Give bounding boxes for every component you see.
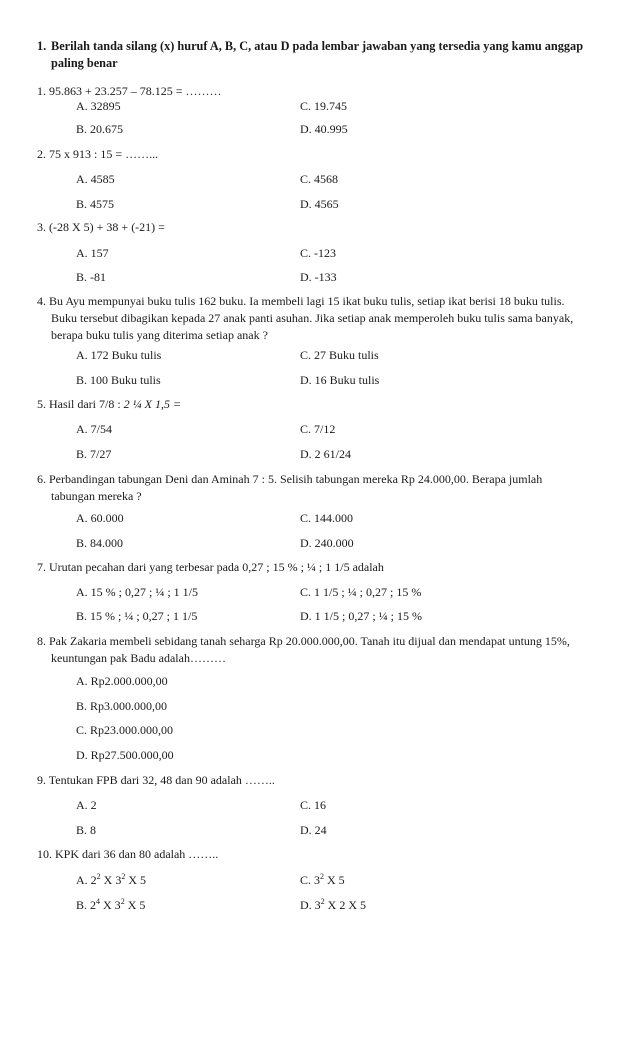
q6-option-c[interactable]: C. 144.000 [300,511,354,525]
q10-b-exp2: 2 [120,897,125,906]
q9-option-c[interactable]: C. 16 [300,798,327,812]
q3-option-b[interactable]: B. -81 [76,270,106,284]
question-10: 10. KPK dari 36 dan 80 adalah …….. [37,847,219,861]
q10-option-d[interactable] [300,897,366,913]
instruction-number: 1. [37,39,47,53]
q9-option-d[interactable]: D. 24 [300,823,327,837]
question-8-line-1: 8. Pak Zakaria membeli sebidang tanah seharga Rp 20.000.000,00. Tanah itu dijual dan mendapat untung 15%, [37,634,570,648]
q10-option-b[interactable] [76,897,145,913]
q6-option-b[interactable]: B. 84.000 [76,536,124,550]
question-9: 9. Tentukan FPB dari 32, 48 dan 90 adalah …….. [37,773,275,787]
question-4-line-3: berapa buku tulis yang diterima setiap anak ? [51,328,268,342]
question-6-line-2: tabungan mereka ? [51,489,142,503]
q5-option-a[interactable]: A. 7/54 [76,422,112,436]
q8-option-d[interactable]: D. Rp27.500.000,00 [76,748,174,762]
instruction-line-2: paling benar [51,56,118,70]
q1-option-c[interactable]: C. 19.745 [300,99,348,113]
q10-b-part1: B. 2 [76,898,97,912]
question-8 [37,633,611,667]
q3-option-a[interactable]: A. 157 [76,246,109,260]
q10-option-c[interactable] [300,872,345,888]
q5-option-c[interactable]: C. 7/12 [300,422,336,436]
q7-option-d[interactable]: D. 1 1/5 ; 0,27 ; ¼ ; 15 % [300,609,422,623]
question-5-text: 5. Hasil dari 7/8 : [37,397,124,411]
question-7: 7. Urutan pecahan dari yang terbesar pada 0,27 ; 15 % ; ¼ ; 1 1/5 adalah [37,560,384,574]
q1-option-b[interactable]: B. 20.675 [76,122,124,136]
question-4-line-1: 4. Bu Ayu mempunyai buku tulis 162 buku. Ia membeli lagi 15 ikat buku tulis, setiap ikat berisi 18 buku tulis. [37,294,565,308]
q6-option-d[interactable]: D. 240.000 [300,536,354,550]
q7-option-a[interactable]: A. 15 % ; 0,27 ; ¼ ; 1 1/5 [76,585,198,599]
question-4-line-2: Buku tersebut dibagikan kepada 27 anak panti asuhan. Jika setiap anak memperoleh buku tulis sama banyak, [51,311,574,325]
q5-option-d[interactable]: D. 2 61/24 [300,447,351,461]
question-5-math: 2 ¼ X 1,5 = [123,397,182,411]
q10-a-exp1: 2 [96,872,101,881]
q8-option-a[interactable]: A. Rp2.000.000,00 [76,674,168,688]
q2-option-b[interactable]: B. 4575 [76,197,115,211]
q10-b-part3: X 5 [124,898,146,912]
q7-option-b[interactable]: B. 15 % ; ¼ ; 0,27 ; 1 1/5 [76,609,198,623]
q4-option-b[interactable]: B. 100 Buku tulis [76,373,161,387]
question-2: 2. 75 x 913 : 15 = ……... [37,147,159,161]
q9-option-a[interactable]: A. 2 [76,798,97,812]
q3-option-c[interactable]: C. -123 [300,246,336,260]
q4-option-d[interactable]: D. 16 Buku tulis [300,373,380,387]
q4-option-a[interactable]: A. 172 Buku tulis [76,348,162,362]
question-5 [37,396,611,413]
q2-option-c[interactable]: C. 4568 [300,172,339,186]
q2-option-d[interactable]: D. 4565 [300,197,339,211]
q10-a-part2: X 3 [100,873,122,887]
q10-b-part2: X 3 [100,898,121,912]
question-6-line-1: 6. Perbandingan tabungan Deni dan Aminah 7 : 5. Selisih tabungan mereka Rp 24.000,00. Berapa jumlah [37,472,543,486]
q10-a-part3: X 5 [125,873,147,887]
question-1: 1. 95.863 + 23.257 – 78.125 = ……… [37,84,222,98]
q10-c-part1: C. 3 [300,873,321,887]
q2-option-a[interactable]: A. 4585 [76,172,115,186]
q10-d-part2: X 2 X 5 [324,898,367,912]
q10-c-exp1: 2 [320,872,325,881]
q10-b-exp1: 4 [96,897,101,906]
q10-option-a[interactable] [76,872,146,888]
q5-option-b[interactable]: B. 7/27 [76,447,112,461]
q8-option-c[interactable]: C. Rp23.000.000,00 [76,723,174,737]
q10-d-exp1: 2 [320,897,325,906]
q10-d-part1: D. 3 [300,898,321,912]
question-3: 3. (-28 X 5) + 38 + (-21) = [37,220,165,234]
q4-option-c[interactable]: C. 27 Buku tulis [300,348,379,362]
question-4 [37,293,611,344]
question-8-line-2: keuntungan pak Badu adalah……… [51,651,226,665]
q10-c-part2: X 5 [324,873,345,887]
instructions [37,38,609,72]
q10-a-exp2: 2 [121,872,126,881]
q7-option-c[interactable]: C. 1 1/5 ; ¼ ; 0,27 ; 15 % [300,585,422,599]
instruction-line-1: Berilah tanda silang (x) huruf A, B, C, atau D pada lembar jawaban yang tersedia yang kamu anggap [51,39,584,53]
q6-option-a[interactable]: A. 60.000 [76,511,124,525]
question-6 [37,471,611,505]
q1-option-a[interactable]: A. 32895 [76,99,121,113]
q1-option-d[interactable]: D. 40.995 [300,122,348,136]
q9-option-b[interactable]: B. 8 [76,823,97,837]
q8-option-b[interactable]: B. Rp3.000.000,00 [76,699,168,713]
q10-a-part1: A. 2 [76,873,97,887]
q3-option-d[interactable]: D. -133 [300,270,337,284]
